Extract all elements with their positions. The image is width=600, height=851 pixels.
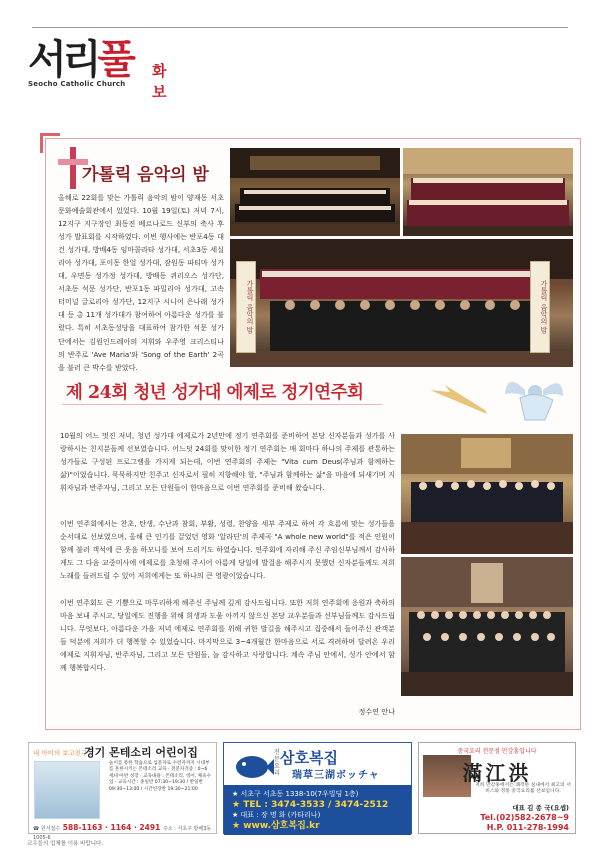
- banner-left: 가톨릭 음악의 밤: [236, 261, 256, 353]
- ad2-web: ★ www.삼호복집.kr: [232, 820, 320, 831]
- top-rule: [32, 27, 568, 28]
- concert-photo-2: [403, 148, 573, 236]
- section2-paragraph-3: 이번 연주회도 큰 기쁨으로 마무리하게 해주신 주님께 깊게 감사드립니다. 또한 저희 연주회에 응원과 축하의 마음 보내 주시고, 당일에도 진행을 위해 희생과 도움 아끼지 않으신 본당 교우분들과 신부님들께도 감사드립니다. 무엇보다, 아름다운 가을 저녁 에제로 연주회를 위해 귀한 발길을 해주시고 집중해서 들어주신 관객분들 덕분에 저희가 더 행복할 수 있었습니다. 마지막으로 3~4개월간 한마음으로 서로 격려하며 달려온 우리 에제로 지휘자님, 반주자님, 그리고 모든 단원들, 늘 감사하고 사랑합니다. 계속 주님 안에서, 성가 안에서 함께 행복합시다.: [60, 598, 395, 672]
- ad3-owner: 대표 김 종 국(요셉): [512, 804, 569, 812]
- section2-paragraph-1: 10월의 어느 멋진 저녁, 청년 성가대 에제로가 2년만에 정기 연주회를 준비하여 본당 신자분들과 성가를 사랑하시는 친지분들께 선보였습니다. 어느덧 24회를 맞이한 정기 연주회는 매 회마다 하나의 주제를 관통하는 성가들로 구성된 프로그램을 가지게 되는데, 이번 연주회의 주제는 "Vita cum Deus(주님과 함께하는 삶)"이었습니다. 묵묵하지만 친주고 신자로서 필히 지향해야 할, "주님과 함께하는 삶"을 마음에 되새기며 지휘자님과 반주자님, 그리고 모든 단원들이 한마음으로 이번 연주회를 준비해 왔습니다.: [60, 431, 395, 492]
- ad2-owner: ★ 대표 : 장 명 화 (카타리나): [232, 811, 321, 819]
- choir-stage-image: [230, 148, 400, 236]
- ejero-stage-image: [401, 434, 573, 554]
- masthead-logo: [28, 38, 132, 82]
- ad3-tel: Tel.(02)582-2678~9: [480, 813, 569, 822]
- section1-title: 가톨릭 음악의 밤: [82, 165, 209, 185]
- ad1-description: 놀이를 통한 학습으로 입문자로 수련자까지 시대부를 혼한시키는 몬테소리 교육 · 전문자격증 : 0~6세/유아반 성장 · 교육내용 : 몬테소리, 영어, 체육수업 · 교육시간 : 종일반 07:30~19:30 / 반일반 09:30~13:00 / 시간연장반 19:30~21:00: [109, 761, 212, 792]
- ad1-kids-photo: [34, 761, 100, 819]
- ad1-name: 경기 몬테소리 어린이집: [84, 746, 198, 759]
- section-tag: 화보: [152, 62, 167, 101]
- ad3-name: 滿江洪: [462, 761, 532, 785]
- ad-montessori: [28, 742, 217, 841]
- masthead: [28, 36, 167, 101]
- group-photo-image: [230, 239, 573, 367]
- ad1-address: 주소 : 서초구 방배3동 1005-6: [33, 826, 212, 841]
- logo-part2: 풀: [97, 36, 132, 83]
- concert-group-photo: [230, 239, 573, 367]
- ad-samho-bokjip: [223, 742, 412, 834]
- ad2-address: ★ 서초구 서초동 1338-10(7우빌딩 1층): [232, 790, 359, 798]
- logo-part1: 서리: [28, 36, 98, 83]
- ad2-prefix: 전문요리: [274, 749, 280, 777]
- footer-note: 교우들의 업체를 이용 바랍니다.: [27, 841, 104, 847]
- ad3-tagline: 중국요리 전문점 만강홍입니다: [457, 748, 537, 755]
- ad-mangang-hong: [418, 742, 576, 834]
- concert-photo-1: [230, 148, 400, 236]
- logo-subtitle: Seocho Catholic Church: [28, 80, 126, 88]
- section2-signature: 정수연 안나: [358, 707, 395, 716]
- ad3-description: 저희 만강홍에서는 쾌적한 실내에서 최고의 서비스와 정통 중국요리를 선보입니다.: [475, 783, 571, 795]
- ad1-phone: 588-1163 · 1164 · 2491: [62, 823, 161, 832]
- ad3-hp: H.P. 011-278-1994: [486, 823, 569, 832]
- ad1-tagline: 내 아이의 보고친구: [33, 749, 88, 757]
- choir-robes-image: [403, 148, 573, 236]
- angel-trumpet-icon: [425, 370, 565, 425]
- banner-right: 가톨릭 음악의 밤: [530, 261, 550, 353]
- ad2-name: 삼호복집: [280, 749, 338, 767]
- ad2-tel: ★ TEL : 3474-3533 / 3474-2512: [232, 799, 389, 810]
- section2-title: 제 24회 청년 성가대 에제로 정기연주회: [66, 383, 364, 403]
- ad1-phone-prefix: ☎ 원서접수: [33, 826, 61, 832]
- section1-body: 올해로 22회를 맞는 가톨릭 음악의 밤이 양재동 서초문화예술회관에서 있었다. 10월 19일(토) 저녁 7시, 12지구 지구장인 최동진 베르나로드 신부의 축사 후 성가 발표회를 시작하였다. 이번 행사에는 반포4동 대건 성가대, 방배4동 임마콜라타 성가대, 서초3동 세실리아 성가대, 포이동 한얼 성가대, 잠원동 파티마 성가대, 우면동 성가정 성가대, 방배동 퀴리오스 성가단, 서초동 석문 성가단, 반포1동 파밀리아 성가대, 고속터미널 글로리아 성가단, 12지구 시니어 은나래 성가대 등 총 11개 성가대가 참여하여 아름다운 성가를 불렀다. 특히 서초동성당을 대표하여 참가한 석문 성가단에서는 김원인드레아의 지휘와 우주영 크리스티나의 반주로 'Ave Maria'와 'Song of the Earth' 2곡을 불러 큰 박수를 받았다.: [58, 193, 224, 372]
- frame-corner-accent: [40, 133, 60, 153]
- ejero-group-image: [401, 557, 573, 696]
- section2-title-rule: [62, 404, 382, 405]
- ejero-concert-photo: [401, 434, 573, 554]
- pufferfish-icon: [232, 749, 274, 783]
- ad2-subname: 瑞草三湖ボッチャ: [292, 770, 380, 781]
- ad2-info-band: [224, 785, 411, 835]
- ejero-group-photo: [401, 557, 573, 696]
- section2-paragraph-2: 이번 연주회에서는 찬초, 탄생, 수난과 참회, 부활, 성령, 찬양을 세부 주제로 하여 각 흐름에 맞는 성가들을 순서대로 선보였으며, 올해 큰 인기를 끌었던 영화 '알라딘'의 주제곡 "A whole new world"를 적은 인원이 함께 불러 객석에 큰 웃음 하모니를 보여 드리기도 하였습니다. 연주회에 자리해 주신 주임신부님께서 감사하게도 그 다음 교중미사에 에제로를 초청해 주시어 아름게 당일에 발걸음 해주시지 못했던 신자분들께도 저희 노래를 들려드릴 수 있어 저희에게는 또 하나의 큰 영광이었습니다.: [60, 519, 395, 580]
